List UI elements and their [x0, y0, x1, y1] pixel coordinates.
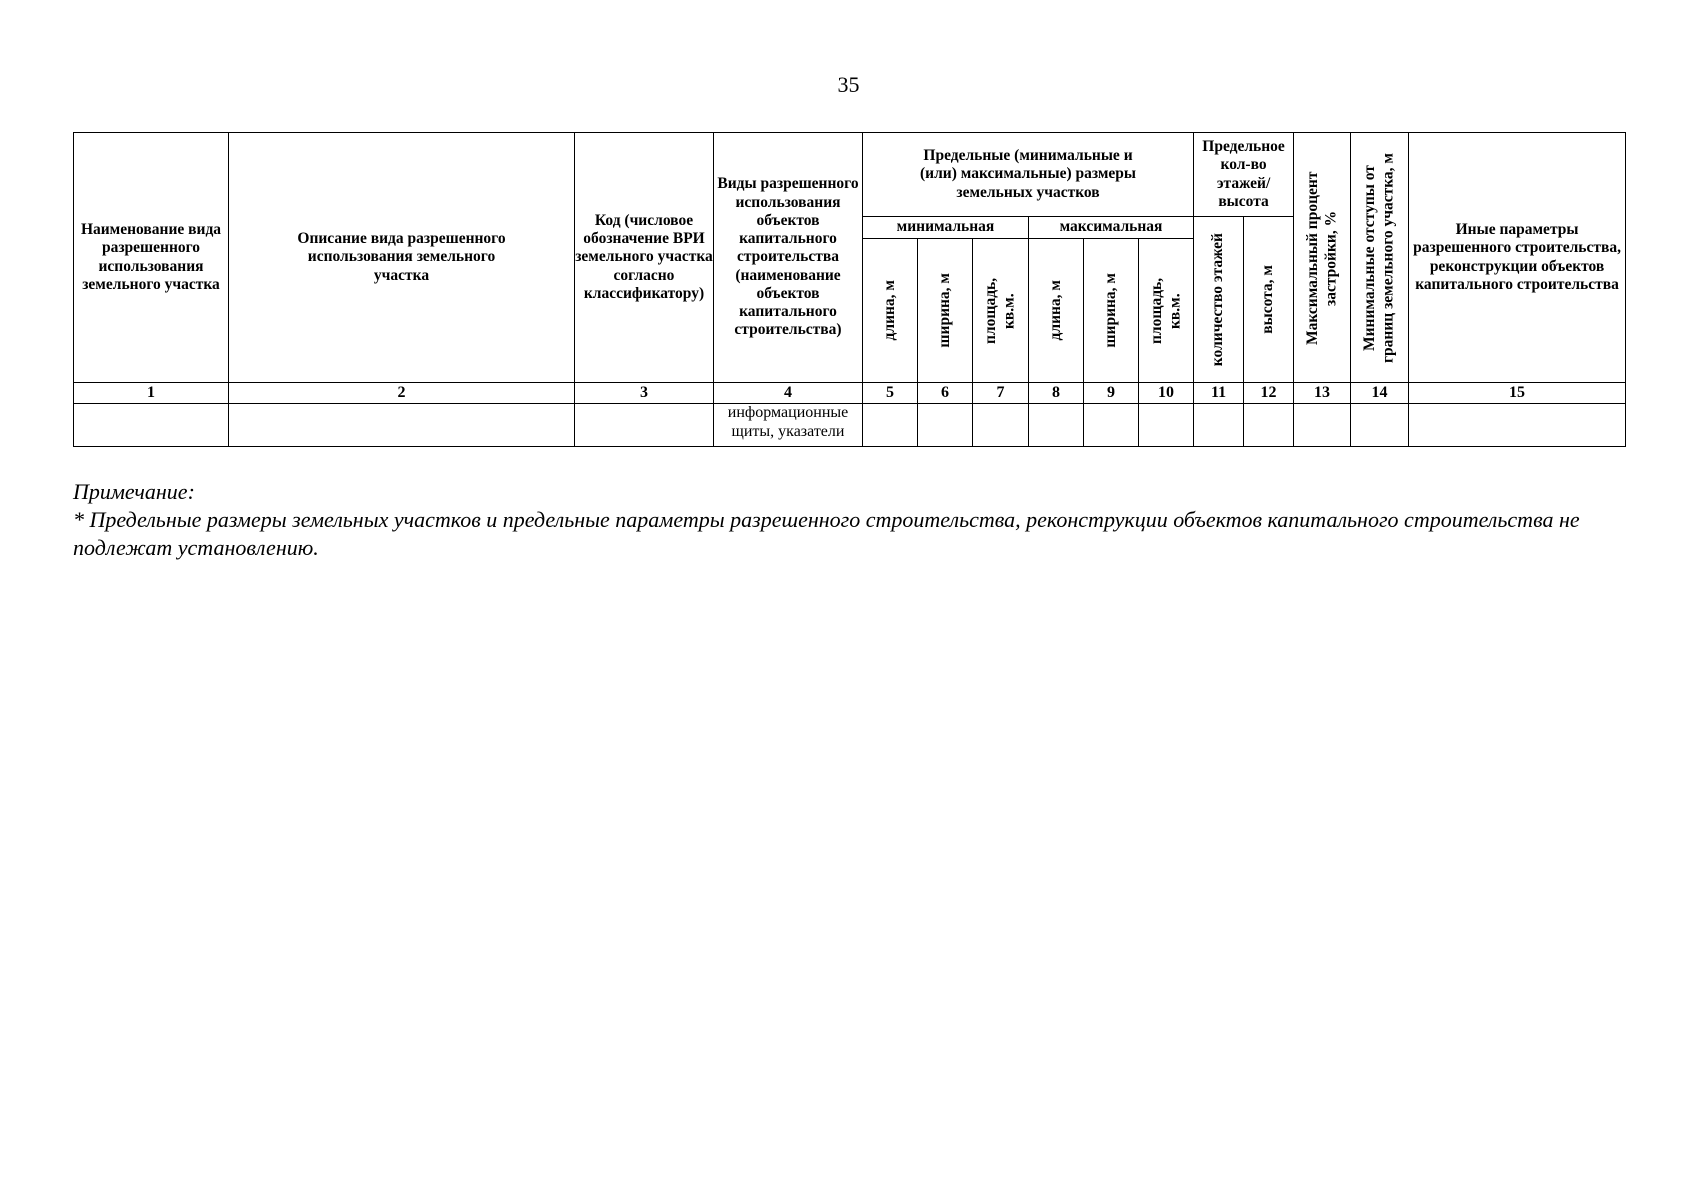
header-max-length-text: длина, м [1046, 280, 1064, 341]
column-number: 11 [1194, 383, 1244, 404]
header-floor-count-text: количество этажей [1209, 232, 1227, 367]
note-text: * Предельные размеры земельных участков и предельные параметры разрешенного строительства, реконструкции объектов капитального строительства не подлежат установлению. [73, 507, 1580, 560]
column-number: 9 [1084, 383, 1139, 404]
cell-max-area [1139, 404, 1194, 447]
header-other-parameters: Иные параметры разрешенного строительства, реконструкции объектов капитального строительства [1409, 133, 1626, 383]
page-number: 35 [837, 72, 860, 97]
column-number: 1 [74, 383, 229, 404]
cell-min-width [918, 404, 973, 447]
cell-max-length [1029, 404, 1084, 447]
header-coverage-text: Максимальный процент застройки, % [1303, 170, 1340, 345]
column-number: 5 [863, 383, 918, 404]
cell-coverage [1294, 404, 1351, 447]
column-number: 2 [229, 383, 575, 404]
column-number: 13 [1294, 383, 1351, 404]
cell-min-area [973, 404, 1029, 447]
header-max-area-text: площадь, кв.м. [1147, 277, 1184, 344]
header-min-length-text: длина, м [880, 280, 898, 341]
cell-other-parameters [1409, 404, 1626, 447]
cell-description [229, 404, 575, 447]
column-number: 12 [1244, 383, 1294, 404]
cell-min-length [863, 404, 918, 447]
header-land-use-name: Наименование вида разрешенного использования земельного участка [74, 133, 229, 383]
column-number: 15 [1409, 383, 1626, 404]
header-max-width-text: ширина, м [1101, 273, 1119, 348]
header-min-length [863, 239, 918, 383]
header-plot-size-limits: Предельные (минимальные и (или) максимальные) размеры земельных участков [863, 133, 1194, 217]
column-number: 8 [1029, 383, 1084, 404]
header-min-area [973, 239, 1029, 383]
header-max-area [1139, 239, 1194, 383]
land-use-parameters-table [73, 132, 1626, 447]
note-label: Примечание: [73, 479, 195, 504]
header-code: Код (числовое обозначение ВРИ земельного участка согласно классификатору) [575, 133, 714, 383]
header-coverage [1294, 133, 1351, 383]
note [73, 478, 1633, 562]
column-number: 14 [1351, 383, 1409, 404]
table-row [74, 404, 1626, 447]
header-min-width-text: ширина, м [935, 273, 953, 348]
header-description: Описание вида разрешенного использования земельного участка [229, 133, 575, 383]
header-maximum: максимальная [1029, 217, 1194, 239]
header-setbacks [1351, 133, 1409, 383]
cell-floor-count [1194, 404, 1244, 447]
column-number: 10 [1139, 383, 1194, 404]
header-floors-height-limit: Предельное кол-во этажей/ высота [1194, 133, 1294, 217]
cell-setbacks [1351, 404, 1409, 447]
header-floor-count [1194, 217, 1244, 383]
header-minimum: минимальная [863, 217, 1029, 239]
cell-max-width [1084, 404, 1139, 447]
cell-height [1244, 404, 1294, 447]
header-setbacks-text: Минимальные отступы от границ земельного участка, м [1361, 152, 1397, 363]
column-number: 7 [973, 383, 1029, 404]
header-capital-construction-types: Виды разрешенного использования объектов капитального строительства (наименование объектов капитального строительства) [714, 133, 863, 383]
column-number: 3 [575, 383, 714, 404]
header-max-width [1084, 239, 1139, 383]
header-height [1244, 217, 1294, 383]
column-number: 6 [918, 383, 973, 404]
header-height-text: высота, м [1259, 265, 1277, 334]
header-min-area-text: площадь, кв.м. [982, 277, 1018, 344]
cell-code [575, 404, 714, 447]
header-min-width [918, 239, 973, 383]
cell-land-use-name [74, 404, 229, 447]
cell-capital-construction-types: информационные щиты, указатели [714, 404, 863, 447]
header-max-length [1029, 239, 1084, 383]
column-number-row [74, 383, 1626, 404]
column-number: 4 [714, 383, 863, 404]
